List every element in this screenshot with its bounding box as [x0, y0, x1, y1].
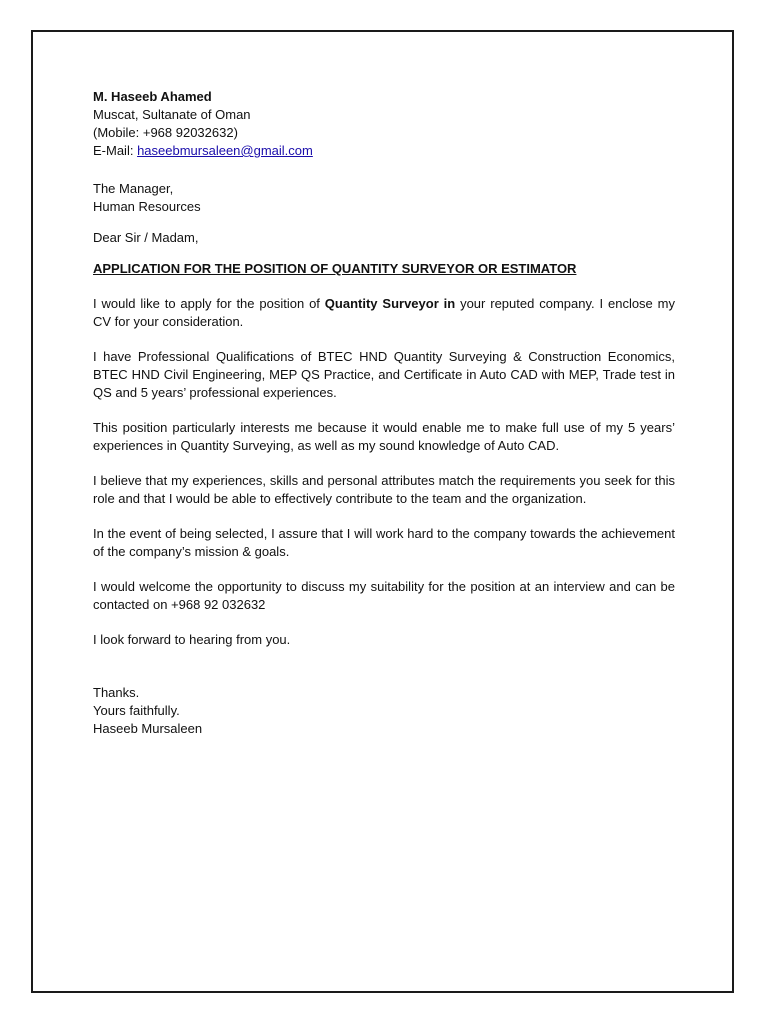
recipient-block: [93, 180, 675, 216]
email-label: E-Mail:: [93, 143, 138, 158]
subject-line: APPLICATION FOR THE POSITION OF QUANTITY SURVEYOR OR ESTIMATOR: [93, 261, 577, 276]
sender-mobile: (Mobile: +968 92032632): [93, 125, 238, 140]
sender-email-line: [93, 142, 675, 160]
body-paragraph-3: This position particularly interests me because it would enable me to make full use of my 5 years’ experiences in Quantity Surveying, as well as my sound knowledge of Auto CAD.: [93, 420, 675, 453]
closing-signature: Haseeb Mursaleen: [93, 721, 203, 736]
recipient-title: The Manager,: [93, 181, 174, 196]
body-paragraph-4: I believe that my experiences, skills and personal attributes match the requirements you seek for this role and that I would be able to effectively contribute to the team and the organization.: [93, 473, 675, 506]
closing-valediction: Yours faithfully.: [93, 703, 180, 718]
letter-content: [93, 88, 675, 738]
salutation: Dear Sir / Madam,: [93, 230, 199, 245]
p1-text-start: I would like to apply for the position of: [93, 296, 325, 311]
body-paragraph-5: In the event of being selected, I assure that I will work hard to the company towards the achievement of the company’s mission & goals.: [93, 526, 675, 559]
sender-location: Muscat, Sultanate of Oman: [93, 107, 251, 122]
body-paragraph-2: I have Professional Qualifications of BTEC HND Quantity Surveying & Construction Economics, BTEC HND Civil Engineering, MEP QS Practice, and Certificate in Auto CAD with MEP, Trade test in QS and 5 years’ professional experiences.: [93, 349, 675, 400]
closing-thanks: Thanks.: [93, 685, 140, 700]
body-paragraph-6: I would welcome the opportunity to discuss my suitability for the position at an interview and can be contacted on +968 92 032632: [93, 579, 675, 612]
body-paragraph-1: [93, 295, 675, 331]
email-link[interactable]: haseebmursaleen@gmail.com: [137, 143, 313, 158]
p1-text-end: your reputed company. I enclose my CV for your consideration.: [93, 296, 675, 329]
p1-position-emphasis: Quantity Surveyor in: [324, 296, 456, 311]
body-paragraph-7: I look forward to hearing from you.: [93, 632, 291, 647]
sender-block: [93, 88, 675, 160]
sender-name: M. Haseeb Ahamed: [93, 89, 212, 104]
closing-block: [93, 684, 675, 738]
recipient-department: Human Resources: [93, 199, 201, 214]
